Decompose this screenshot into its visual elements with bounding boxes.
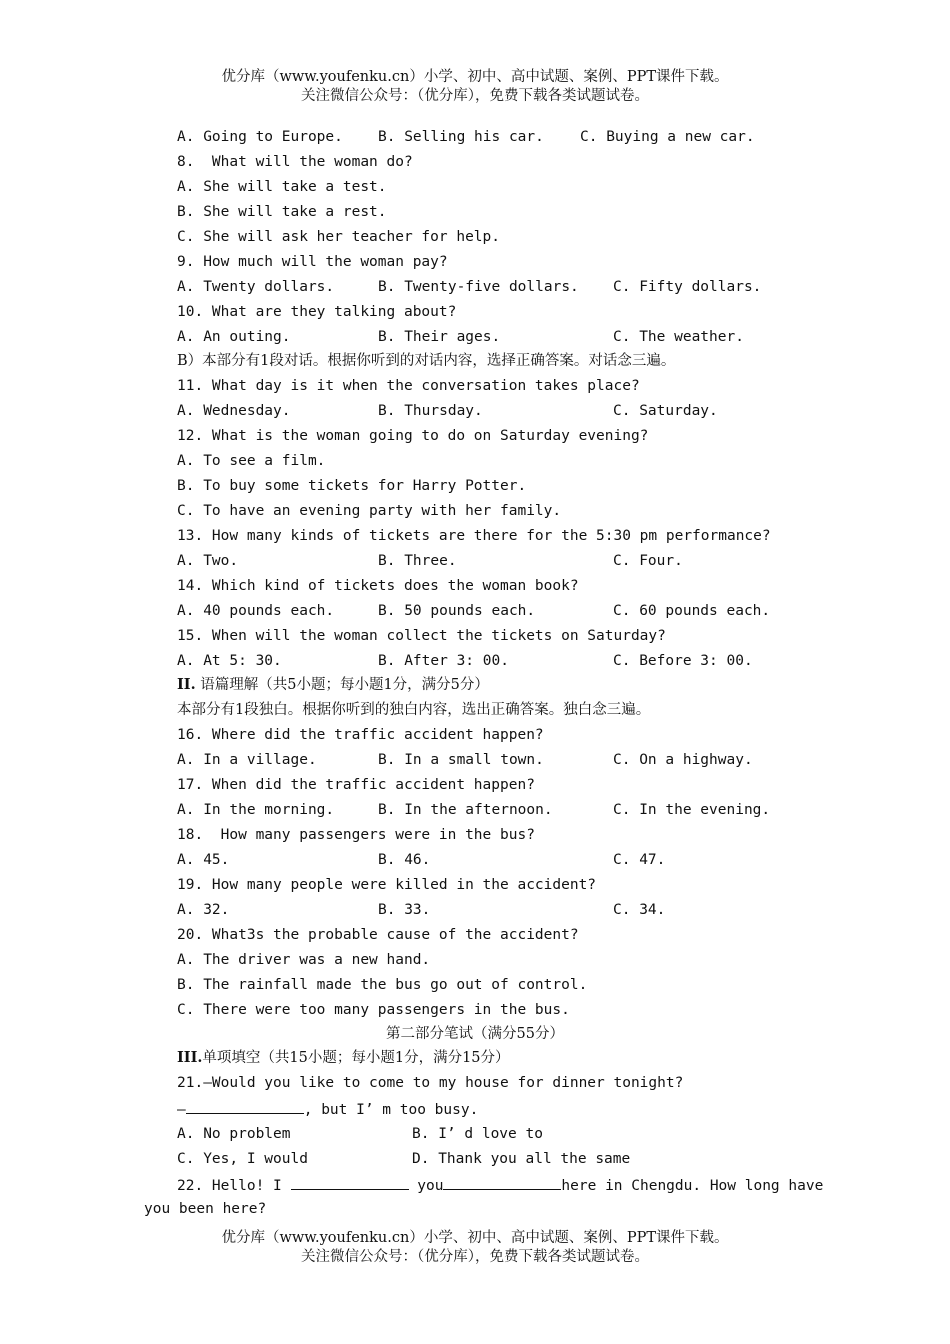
q22-stem-end: here in Chengdu. How long have [561,1178,824,1194]
q21-option-c: C. Yes, I would [177,1151,308,1167]
q16-option-b: B. In a small town. [378,752,544,768]
q12-option-c: C. To have an evening party with her family. [177,503,562,519]
q21-option-a: A. No problem [177,1126,291,1142]
q11-stem: 11. What day is it when the conversation takes place? [177,378,640,394]
section-iii-number: III. [177,1049,203,1066]
q14-option-b: B. 50 pounds each. [378,603,536,619]
q19-option-b: B. 33. [378,902,431,918]
q17-option-a: A. In the morning. [177,802,335,818]
section-ii-title: 语篇理解（共5小题；每小题1分，满分5分） [195,677,489,693]
q22-stem [177,1175,823,1195]
q14-option-c: C. 60 pounds each. [613,603,771,619]
section-b-instruction: B）本部分有1段对话。根据你听到的对话内容，选择正确答案。对话念三遍。 [177,353,676,369]
q17-option-b: B. In the afternoon. [378,802,553,818]
q18-option-b: B. 46. [378,852,431,868]
q15-option-c: C. Before 3: 00. [613,653,753,669]
q16-option-a: A. In a village. [177,752,317,768]
q8-option-a: A. She will take a test. [177,179,387,195]
section-iii-heading [177,1049,510,1067]
q9-option-b: B. Twenty-five dollars. [378,279,579,295]
q21-option-d: D. Thank you all the same [412,1151,631,1167]
q13-option-b: B. Three. [378,553,457,569]
q22-stem-mid: you [408,1178,444,1194]
q22-stem-start: 22. Hello! I [177,1178,291,1194]
q9-option-c: C. Fifty dollars. [613,279,762,295]
q7-option-c: C. Buying a new car. [580,129,755,145]
section-ii-heading [177,676,489,694]
q20-option-a: A. The driver was a new hand. [177,952,431,968]
q20-stem: 20. What3s the probable cause of the accident? [177,927,579,943]
q17-stem: 17. When did the traffic accident happen? [177,777,535,793]
section-ii-intro: 本部分有1段独白。根据你听到的独白内容，选出正确答案。独白念三遍。 [177,702,651,718]
q21-answer-blank[interactable] [186,1099,304,1114]
q18-option-a: A. 45. [177,852,230,868]
q11-option-a: A. Wednesday. [177,403,291,419]
q21-option-b: B. I’ d love to [412,1126,543,1142]
q11-option-c: C. Saturday. [613,403,718,419]
page-header-line1: 优分库（www.youfenku.cn）小学、初中、高中试题、案例、PPT课件下载。 [221,69,729,85]
q7-option-b: B. Selling his car. [378,129,544,145]
q12-option-a: A. To see a film. [177,453,326,469]
q19-option-c: C. 34. [613,902,666,918]
q10-stem: 10. What are they talking about? [177,304,457,320]
q21-reply-tail: , but I’ m too busy. [303,1102,479,1118]
q21-reply-dash: — [177,1102,186,1118]
q19-stem: 19. How many people were killed in the accident? [177,877,597,893]
q9-stem: 9. How much will the woman pay? [177,254,448,270]
q10-option-c: C. The weather. [613,329,744,345]
q21-reply [177,1099,478,1119]
q22-answer-blank-2[interactable] [443,1175,561,1190]
q13-stem: 13. How many kinds of tickets are there for the 5:30 pm performance? [177,528,771,544]
q10-option-a: A. An outing. [177,329,291,345]
q18-option-c: C. 47. [613,852,666,868]
q8-option-b: B. She will take a rest. [177,204,387,220]
q15-stem: 15. When will the woman collect the tickets on Saturday? [177,628,666,644]
q12-option-b: B. To buy some tickets for Harry Potter. [177,478,527,494]
q7-option-a: A. Going to Europe. [177,129,343,145]
q17-option-c: C. In the evening. [613,802,771,818]
page-footer-line1: 优分库（www.youfenku.cn）小学、初中、高中试题、案例、PPT课件下载。 [221,1230,729,1246]
q10-option-b: B. Their ages. [378,329,501,345]
q9-option-a: A. Twenty dollars. [177,279,335,295]
q11-option-b: B. Thursday. [378,403,483,419]
q13-option-c: C. Four. [613,553,683,569]
page-footer-line2: 关注微信公众号：（优分库），免费下载各类试题试卷。 [301,1249,649,1265]
q21-stem: 21.—Would you like to come to my house for dinner tonight? [177,1075,684,1091]
q20-option-c: C. There were too many passengers in the bus. [177,1002,570,1018]
q22-answer-blank-1[interactable] [291,1175,409,1190]
page-header-line2: 关注微信公众号：（优分库），免费下载各类试题试卷。 [301,88,649,104]
q16-stem: 16. Where did the traffic accident happen? [177,727,544,743]
q13-option-a: A. Two. [177,553,239,569]
q19-option-a: A. 32. [177,902,230,918]
q14-stem: 14. Which kind of tickets does the woman book? [177,578,579,594]
q15-option-b: B. After 3: 00. [378,653,509,669]
q14-option-a: A. 40 pounds each. [177,603,335,619]
q8-option-c: C. She will ask her teacher for help. [177,229,501,245]
q20-option-b: B. The rainfall made the bus go out of control. [177,977,588,993]
section-iii-title: 单项填空（共15小题；每小题1分，满分15分） [202,1050,510,1066]
q15-option-a: A. At 5: 30. [177,653,282,669]
q18-stem: 18. How many passengers were in the bus? [177,827,535,843]
q22-stem-wrap: you been here? [144,1201,267,1217]
q16-option-c: C. On a highway. [613,752,753,768]
part2-title: 第二部分笔试（满分55分） [386,1026,564,1042]
q8-stem: 8. What will the woman do? [177,154,413,170]
section-ii-number: II. [177,676,196,693]
q12-stem: 12. What is the woman going to do on Saturday evening? [177,428,649,444]
